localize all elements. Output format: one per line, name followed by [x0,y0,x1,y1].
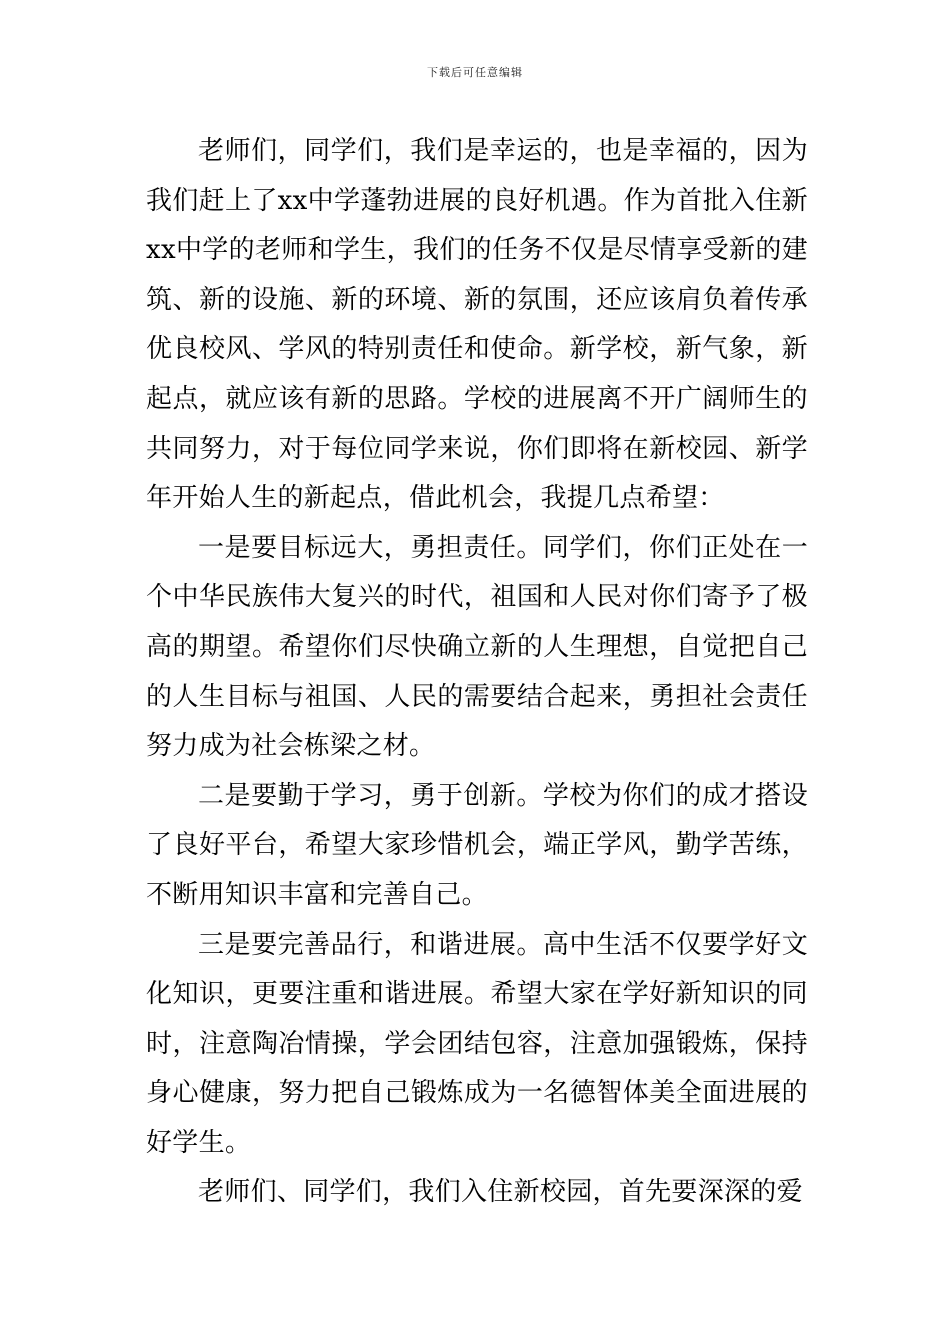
document-body [146,127,808,1218]
paragraph: 一是要目标远大，勇担责任。同学们，你们正处在一个中华民族伟大复兴的时代，祖国和人民对你们寄予了极高的期望。希望你们尽快确立新的人生理想，自觉把自己的人生目标与祖国、人民的需要结合起来，勇担社会责任努力成为社会栋梁之材。 [146,532,808,762]
paragraph: 老师们，同学们，我们是幸运的，也是幸福的，因为我们赶上了xx中学蓬勃进展的良好机遇。作为首批入住新xx中学的老师和学生，我们的任务不仅是尽情享受新的建筑、新的设施、新的环境、新的氛围，还应该肩负着传承优良校风、学风的特别责任和使命。新学校，新气象，新起点，就应该有新的思路。学校的进展离不开广阔师生的共同努力，对于每位同学来说，你们即将在新校园、新学年开始人生的新起点，借此机会，我提几点希望： [146,136,808,514]
paragraph: 二是要勤于学习，勇于创新。学校为你们的成才搭设了良好平台，希望大家珍惜机会，端正学风，勤学苦练，不断用知识丰富和完善自己。 [146,780,808,910]
paragraph: 三是要完善品行，和谐进展。高中生活不仅要学好文化知识，更要注重和谐进展。希望大家在学好新知识的同时，注意陶冶情操，学会团结包容，注意加强锻炼，保持身心健康，努力把自己锻炼成为一名德智体美全面进展的好学生。 [146,929,808,1158]
page-header-note: 下载后可任意编辑 [427,66,523,79]
paragraph: 老师们、同学们，我们入住新校园，首先要深深的爱 [198,1177,803,1208]
